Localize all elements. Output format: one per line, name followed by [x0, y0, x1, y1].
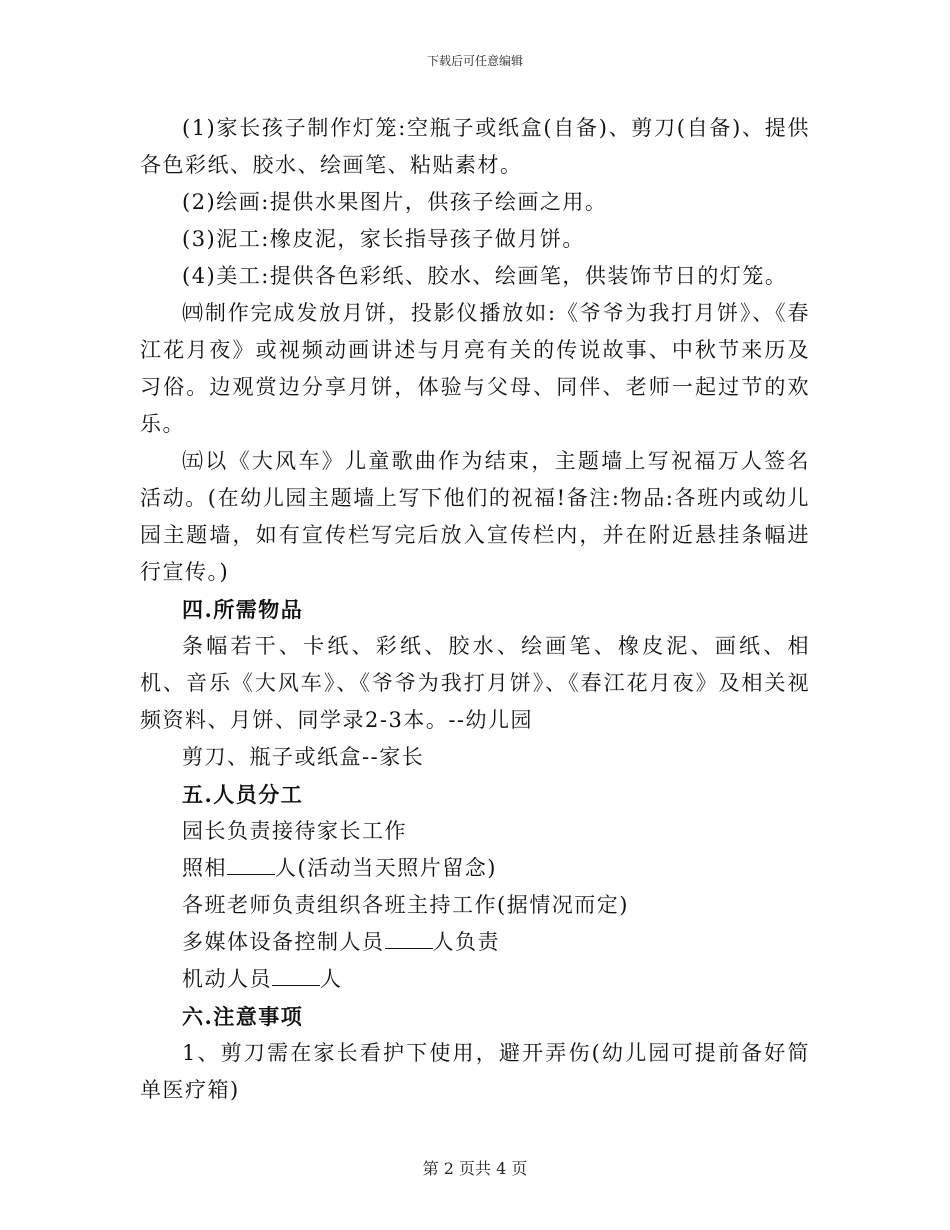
staff-line-principal: 园长负责接待家长工作: [182, 819, 407, 843]
fill-in-blank: [385, 928, 433, 949]
fill-in-blank: [227, 854, 275, 875]
staff-line-photo: [140, 850, 810, 887]
staff-multimedia-suffix: 人负责: [432, 930, 500, 954]
staff-line-teachers: 各班老师负责组织各班主持工作(据情况而定): [182, 893, 629, 917]
staff-line-flexible: [140, 961, 810, 998]
staff-photo-label: 照相: [182, 856, 227, 880]
section-heading-notes: 六.注意事项: [182, 1004, 304, 1029]
paragraph-item-4: (4)美工:提供各色彩纸、胶水、绘画笔，供装饰节日的灯笼。: [182, 264, 788, 288]
paragraph-step-4: ㈣制作完成发放月饼，投影仪播放如:《爷爷为我打月饼》、《春江花月夜》或视频动画讲述与月亮有关的传说故事、中秋节来历及习俗。边观赏边分享月饼，体验与父母、同伴、老师一起过节的欢乐。: [140, 301, 810, 436]
staff-line-multimedia: [140, 924, 810, 961]
page-footer: 第 2 页共 4 页: [422, 1159, 528, 1178]
paragraph-item-1: (1)家长孩子制作灯笼:空瓶子或纸盒(自备)、剪刀(自备)、提供各色彩纸、胶水、绘画笔、粘贴素材。: [140, 116, 810, 177]
staff-photo-suffix: 人(活动当天照片留念): [275, 856, 497, 880]
page-header: 下载后可任意编辑: [426, 54, 523, 68]
staff-multimedia-label: 多媒体设备控制人员: [182, 930, 385, 954]
document-body: [140, 110, 810, 1109]
fill-in-blank: [272, 965, 320, 986]
paragraph-item-3: (3)泥工:橡皮泥，家长指导孩子做月饼。: [182, 227, 585, 251]
paragraph-materials-kindergarten: 条幅若干、卡纸、彩纸、胶水、绘画笔、橡皮泥、画纸、相机、音乐《大风车》、《爷爷为我打月饼》、《春江花月夜》及相关视频资料、月饼、同学录2-3本。--幼儿园: [140, 634, 810, 732]
paragraph-note-1: 1、剪刀需在家长看护下使用，避开弄伤(幼儿园可提前备好简单医疗箱): [140, 1041, 810, 1102]
paragraph-item-2: (2)绘画:提供水果图片，供孩子绘画之用。: [182, 190, 608, 214]
staff-flexible-suffix: 人: [320, 967, 343, 991]
section-heading-staff: 五.人员分工: [182, 782, 304, 807]
section-heading-materials: 四.所需物品: [182, 597, 304, 622]
paragraph-step-5: ㈤以《大风车》儿童歌曲作为结束，主题墙上写祝福万人签名活动。(在幼儿园主题墙上写下他们的祝福!备注:物品:各班内或幼儿园主题墙，如有宣传栏写完后放入宣传栏内，并在附近悬挂条幅进行宣传。): [140, 449, 810, 584]
staff-flexible-label: 机动人员: [182, 967, 272, 991]
paragraph-materials-parents: 剪刀、瓶子或纸盒--家长: [182, 745, 425, 769]
